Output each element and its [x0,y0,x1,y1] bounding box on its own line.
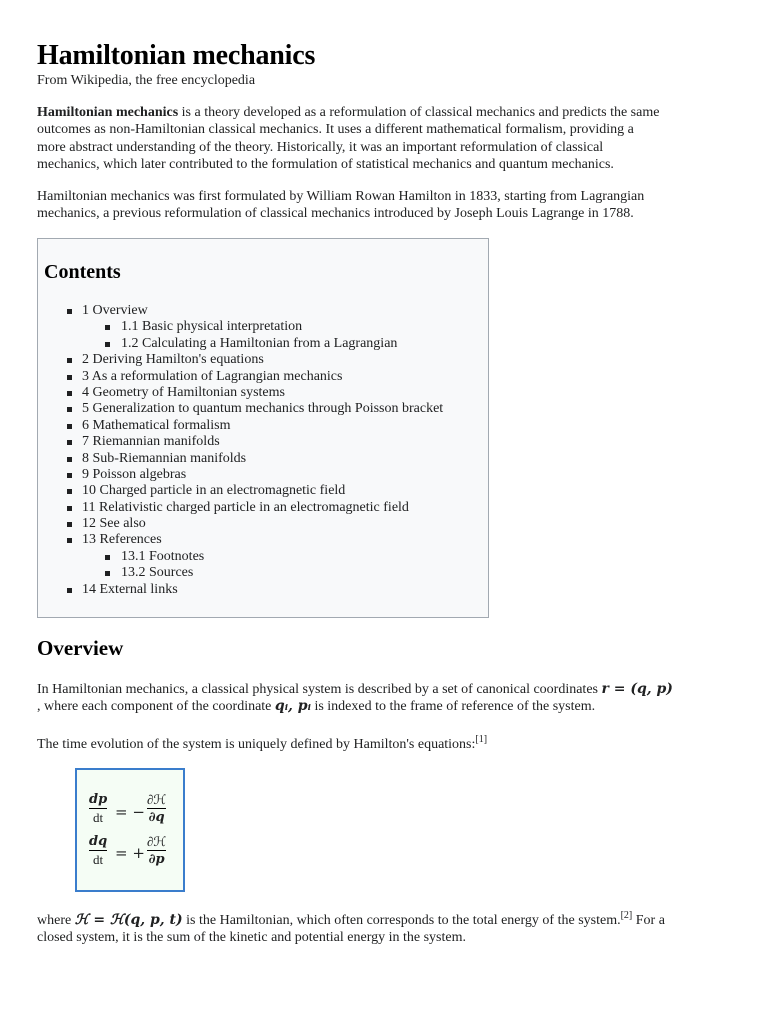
bullet-icon [67,375,72,380]
math-inline: ℋ = ℋ(q, p, t) [74,912,183,928]
bullet-icon [67,522,72,527]
intro-paragraph: Hamiltonian mechanics is a theory developed as a reformulation of classical mechanics and predicts the same outcomes as non-Hamiltonian classical mechanics. It uses a different mathematical formalism, providing a more abstract understanding of the theory. Historically, it was an important reformulation of classical mechanics, which later contributed to the formulation of statistical mechanics and quantum mechanics. [37,105,660,172]
toc-item[interactable]: 13.2 Sources [38,565,488,581]
overview-paragraph-1: In Hamiltonian mechanics, a classical physical system is described by a set of canonical coordinates r = (q, p) , where each component of the coordinate qᵢ, pᵢ is indexed to the frame of reference of the system. [37,681,673,715]
toc-item[interactable]: 5 Generalization to quantum mechanics through Poisson bracket [38,401,488,417]
overview-paragraph-3: where ℋ = ℋ(q, p, t) is the Hamiltonian, which often corresponds to the total energy of the system.[2] For a closed system, it is the sum of the kinetic and potential energy in the system. [37,910,665,946]
bullet-icon [105,571,110,576]
bullet-icon [67,358,72,363]
toc-item[interactable]: 13 References [38,532,488,548]
bullet-icon [67,391,72,396]
toc-item[interactable]: 13.1 Footnotes [38,549,488,565]
equation-1-lhs: dp dt [89,792,108,825]
history-paragraph: Hamiltonian mechanics was first formulated by William Rowan Hamilton in 1833, starting from Lagrangian mechanics, a previous reformulation of classical mechanics introduced by Joseph Louis Lagrange in 1788. [37,189,645,222]
bullet-icon [67,440,72,445]
equation-2-rhs: ∂ℋ ∂p [147,834,167,867]
toc-item[interactable]: 1 Overview [38,303,488,319]
intro-bold-term: Hamiltonian mechanics [37,105,179,120]
bullet-icon [67,489,72,494]
toc-list [38,303,488,598]
toc-item[interactable]: 2 Deriving Hamilton's equations [38,352,488,368]
page-title: Hamiltonian mechanics [37,40,316,71]
bullet-icon [67,457,72,462]
toc-item[interactable]: 11 Relativistic charged particle in an electromagnetic field [38,500,488,516]
math-inline: qᵢ, pᵢ [274,698,311,715]
equation-1-sign: = − [115,803,145,821]
tagline: From Wikipedia, the free encyclopedia [37,73,256,88]
reference-link[interactable]: [2] [620,910,633,921]
toc-item[interactable]: 14 External links [38,582,488,598]
toc-item[interactable]: 9 Poisson algebras [38,467,488,483]
reference-link[interactable]: [1] [475,734,488,745]
bullet-icon [67,588,72,593]
equation-2-lhs: dq dt [89,834,108,867]
table-of-contents [37,238,489,618]
toc-item[interactable]: 1.1 Basic physical interpretation [38,319,488,335]
bullet-icon [105,325,110,330]
overview-paragraph-2: The time evolution of the system is uniquely defined by Hamilton's equations:[1] [37,734,488,752]
hamilton-equations-box [75,768,185,892]
toc-item[interactable]: 7 Riemannian manifolds [38,434,488,450]
bullet-icon [67,407,72,412]
bullet-icon [67,506,72,511]
toc-item[interactable]: 1.2 Calculating a Hamiltonian from a Lagrangian [38,336,488,352]
bullet-icon [67,424,72,429]
math-inline: r = (q, p) [601,681,673,697]
toc-item[interactable]: 3 As a reformulation of Lagrangian mechanics [38,369,488,385]
toc-title: Contents [44,261,121,283]
equation-2-sign: = + [115,844,145,862]
bullet-icon [67,538,72,543]
bullet-icon [67,309,72,314]
section-heading-overview: Overview [37,636,124,660]
bullet-icon [67,473,72,478]
toc-item[interactable]: 4 Geometry of Hamiltonian systems [38,385,488,401]
equation-1-rhs: ∂ℋ ∂q [147,792,167,825]
bullet-icon [105,555,110,560]
toc-item[interactable]: 8 Sub-Riemannian manifolds [38,451,488,467]
toc-item[interactable]: 10 Charged particle in an electromagnetic field [38,483,488,499]
toc-item[interactable]: 6 Mathematical formalism [38,418,488,434]
bullet-icon [105,342,110,347]
toc-item[interactable]: 12 See also [38,516,488,532]
